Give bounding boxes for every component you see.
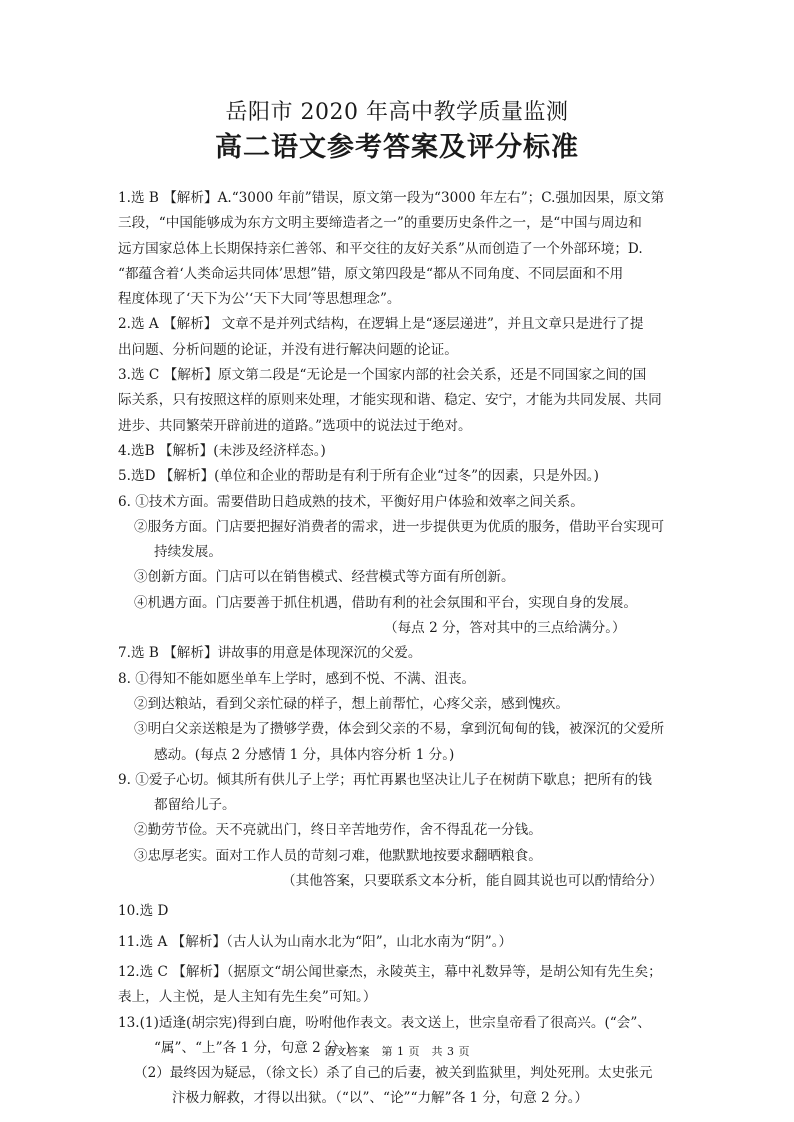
answer-line: 出问题、分析问题的论证，并没有进行解决问题的论证。: [118, 341, 458, 358]
answer-line: 进步、共同繁荣开辟前进的道路。”选项中的说法过于绝对。: [118, 417, 472, 434]
answer-line: ②勤劳节俭。天不亮就出门，终日辛苦地劳作，舍不得乱花一分钱。: [134, 822, 542, 839]
answer-line: 3.选 C 【解析】原文第二段是“无论是一个国家内部的社会关系，还是不同国家之间的国: [118, 367, 647, 384]
answer-line: 感动。(每点 2 分感情 1 分，具体内容分析 1 分。): [154, 746, 455, 763]
answer-line: 13.(1)适逢(胡宗宪)得到白鹿，吩咐他作表文。表文送上，世宗皇帝看了很高兴。(“会”、: [118, 1014, 651, 1031]
answer-line: 8. ①得知不能如愿坐单车上学时，感到不悦、不满、沮丧。: [118, 670, 476, 687]
answer-line: 持续发展。: [154, 544, 222, 561]
answer-line: ②到达粮站，看到父亲忙碌的样子，想上前帮忙，心疼父亲，感到愧疚。: [134, 695, 569, 712]
answer-line: 1.选 B 【解析】A.“3000 年前”错误，原文第一段为“3000 年左右”；C.强加因果，原文第: [118, 190, 665, 206]
answer-line: 4.选B 【解析】(未涉及经济样态。): [118, 442, 326, 459]
answer-line: 7.选 B 【解析】讲故事的用意是体现深沉的父爱。: [118, 645, 422, 662]
answer-line: 5.选D 【解析】(单位和企业的帮助是有利于所有企业“过冬”的因素，只是外因。): [118, 468, 599, 485]
document-title: 高二语文参考答案及评分标准: [215, 132, 579, 163]
page-footer: 语文答案 第 1 页 共 3 页: [324, 1045, 470, 1058]
answer-line: ③明白父亲送粮是为了攒够学费，体会到父亲的不易，拿到沉甸甸的钱，被深沉的父爱所: [134, 721, 665, 738]
exam-title: 岳阳市 2020 年高中教学质量监测: [225, 100, 569, 125]
answer-line: ④机遇方面。门店要善于抓住机遇，借助有利的社会氛围和平台，实现自身的发展。: [134, 594, 637, 611]
answer-line: 表上，人主悦，是人主知有先生矣”可知。）: [118, 989, 377, 1006]
scoring-note: （每点 2 分，答对其中的三点给满分。）: [384, 620, 626, 637]
answer-line: ③忠厚老实。面对工作人员的苛刻刁难，他默默地按要求翻晒粮食。: [134, 847, 542, 864]
answer-line: 程度体现了‘天下为公’‘天下大同’等思想理念”。: [118, 291, 401, 308]
answer-line: 远方国家总体上长期保持亲仁善邻、和平交往的友好关系”从而创造了一个外部环境；D.: [118, 240, 643, 257]
answer-line: 9. ①爱子心切。倾其所有供儿子上学；再忙再累也坚决让儿子在树荫下歇息；把所有的钱: [118, 771, 652, 788]
answer-line: 际关系，只有按照这样的原则来处理，才能实现和谐、稳定、安宁，才能为共同发展、共同: [118, 392, 662, 409]
answer-line: 都留给儿子。: [154, 797, 236, 814]
answer-line: 12.选 C 【解析】（据原文“胡公闻世豪杰，永陵英主，幕中礼数异等，是胡公知有先生矣；: [118, 963, 662, 980]
answer-line: “都蕴含着‘人类命运共同体’思想”错，原文第四段是“都从不同角度、不同层面和不用: [118, 265, 624, 282]
answer-line: “属”、“上”各 1 分，句意 2 分。): [154, 1039, 351, 1056]
answer-line: ②服务方面。门店要把握好消费者的需求，进一步提供更为优质的服务，借助平台实现可: [134, 518, 665, 535]
answer-line: ③创新方面。门店可以在销售模式、经营模式等方面有所创新。: [134, 569, 515, 586]
answer-line: 2.选 A 【解析】 文章不是并列式结构，在逻辑上是“逐层递进”，并且文章只是进行了提: [118, 316, 644, 333]
answer-line: 10.选 D: [118, 903, 169, 920]
scoring-note: （其他答案，只要联系文本分析，能自圆其说也可以酌情给分）: [282, 873, 663, 890]
answer-line: （2）最终因为疑忌，（徐文长）杀了自己的后妻，被关到监狱里，判处死刑。太史张元: [134, 1065, 653, 1082]
answer-line: 6. ①技术方面。需要借助日趋成熟的技术，平衡好用户体验和效率之间关系。: [118, 493, 584, 510]
answer-line: 汴极力解救，才得以出狱。（“以”、“论”“力解”各 1 分，句意 2 分。）: [172, 1090, 589, 1107]
answer-content: [118, 186, 680, 1112]
answer-line: 三段，“中国能够成为东方文明主要缔造者之一”的重要历史条件之一，是“中国与周边和: [118, 215, 642, 232]
answer-line: 11.选 A 【解析】（古人认为山南水北为“阳”，山北水南为“阴”。）: [118, 933, 513, 950]
